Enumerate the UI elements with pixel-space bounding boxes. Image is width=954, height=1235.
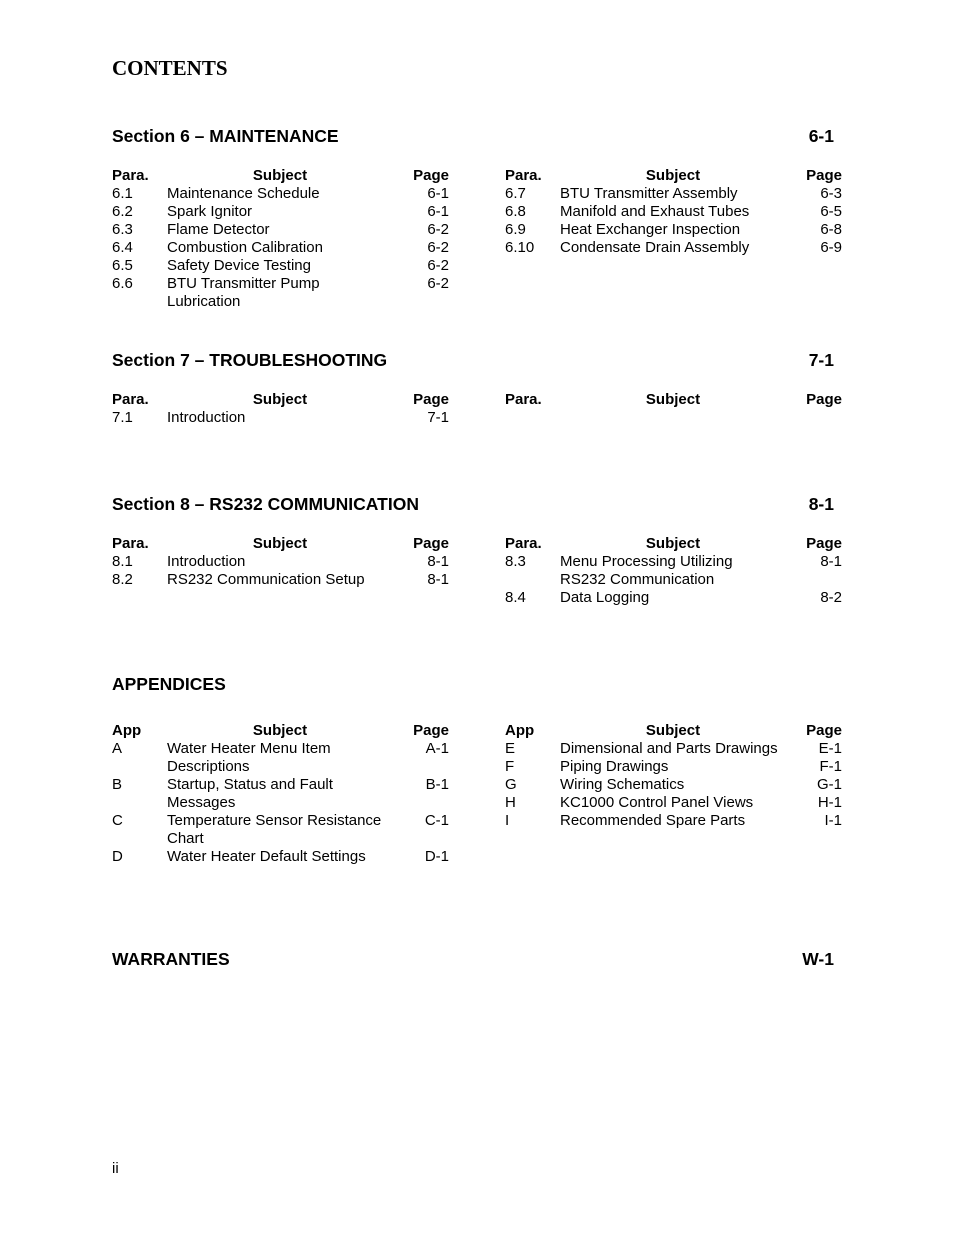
header-subject: Subject [252,535,308,552]
header-subject: Subject [645,167,701,184]
row-para [505,571,560,589]
section-8-title: Section 8 – RS232 COMMUNICATION [112,494,419,514]
appendices-heading [112,674,834,695]
row-page: H-1 [817,794,842,811]
row-subject: Safety Device Testing [167,257,311,274]
row-para [112,794,167,812]
header-page: Page [806,391,842,408]
section-7-page: 7-1 [808,350,834,370]
header-para: App [505,722,535,739]
row-para: 6.3 [112,221,133,238]
table-header [112,391,449,409]
row-para: 6.4 [112,239,133,256]
row-para: 8.1 [112,553,133,570]
table-row [112,740,449,758]
row-subject: Condensate Drain Assembly [560,239,750,256]
row-page: 6-2 [427,257,449,274]
row-subject: Lubrication [167,293,241,310]
table-header [505,167,842,185]
row-page: 6-8 [820,221,842,238]
header-subject: Subject [645,722,701,739]
page-number: ii [112,1160,119,1177]
row-subject: Menu Processing Utilizing [560,553,733,570]
row-para: B [112,776,123,793]
row-page: D-1 [424,848,449,865]
header-subject: Subject [645,391,701,408]
table-row [112,293,449,311]
row-subject: RS232 Communication [560,571,715,588]
table-row [112,257,449,275]
row-subject: Heat Exchanger Inspection [560,221,741,238]
row-subject: KC1000 Control Panel Views [560,794,754,811]
table-row [505,589,842,607]
section-6-page: 6-1 [808,126,834,146]
header-page: Page [413,391,449,408]
table-row [112,830,449,848]
row-para: I [505,812,510,829]
section-7-left-table [112,391,449,427]
table-row [112,571,449,589]
row-page: 6-2 [427,275,449,292]
header-subject: Subject [252,722,308,739]
row-page: 6-3 [820,185,842,202]
table-row [112,794,449,812]
row-subject: RS232 Communication Setup [167,571,365,588]
table-header [505,535,842,553]
table-row [505,185,842,203]
row-para: F [505,758,515,775]
section-6-heading [112,126,834,147]
row-subject: Dimensional and Parts Drawings [560,740,778,757]
row-page: E-1 [818,740,842,757]
row-subject: Startup, Status and Fault [167,776,333,793]
header-page: Page [413,722,449,739]
section-6-right-table [505,167,842,257]
row-page [786,571,842,589]
row-para: 8.2 [112,571,133,588]
row-subject: Data Logging [560,589,650,606]
row-para [112,758,167,776]
table-row [112,553,449,571]
row-page: 6-5 [820,203,842,220]
row-page [393,830,449,848]
header-page: Page [806,167,842,184]
row-subject: Messages [167,794,236,811]
header-page: Page [806,722,842,739]
page-title: CONTENTS [112,56,228,80]
row-subject: Water Heater Menu Item [167,740,331,757]
row-page: 8-2 [820,589,842,606]
table-row [505,794,842,812]
row-page [393,794,449,812]
row-page: 8-1 [427,571,449,588]
row-subject: Descriptions [167,758,250,775]
warranties-page: W-1 [802,949,834,969]
row-page: 6-1 [427,185,449,202]
table-row [112,776,449,794]
row-para: D [112,848,123,865]
row-para: C [112,812,123,829]
header-page: Page [806,535,842,552]
row-para: E [505,740,516,757]
table-row [112,409,449,427]
row-page: 6-2 [427,221,449,238]
row-page: 6-1 [427,203,449,220]
row-page: 8-1 [820,553,842,570]
row-page: 8-1 [427,553,449,570]
section-8-page: 8-1 [808,494,834,514]
section-6-title: Section 6 – MAINTENANCE [112,126,339,146]
table-row [112,221,449,239]
row-para: 8.4 [505,589,526,606]
table-header [505,722,842,740]
table-row [505,740,842,758]
row-page: G-1 [816,776,842,793]
row-subject: Chart [167,830,204,847]
row-subject: BTU Transmitter Assembly [560,185,738,202]
row-subject: Manifold and Exhaust Tubes [560,203,750,220]
row-para: 6.1 [112,185,133,202]
row-para: A [112,740,123,757]
row-page: A-1 [425,740,449,757]
section-6-left-table [112,167,449,311]
header-para: Para. [112,535,149,552]
table-row [112,203,449,221]
table-row [505,239,842,257]
header-para: Para. [505,167,542,184]
table-row [112,185,449,203]
section-8-right-table [505,535,842,607]
row-subject: Combustion Calibration [167,239,323,256]
row-page: 7-1 [427,409,449,426]
table-header [112,535,449,553]
row-para: 6.10 [505,239,535,256]
row-subject: Introduction [167,409,246,426]
header-para: App [112,722,142,739]
table-row [505,758,842,776]
row-subject: Spark Ignitor [167,203,253,220]
table-header [112,167,449,185]
row-subject: Recommended Spare Parts [560,812,746,829]
row-page: 6-2 [427,239,449,256]
row-page [393,758,449,776]
warranties-heading [112,949,834,970]
row-para: H [505,794,516,811]
row-para: 8.3 [505,553,526,570]
row-para: 6.8 [505,203,526,220]
row-para: 7.1 [112,409,133,426]
table-header [505,391,842,409]
header-para: Para. [112,391,149,408]
header-page: Page [413,535,449,552]
table-row [505,203,842,221]
appendices-title: APPENDICES [112,674,226,694]
table-row [505,571,842,589]
row-para [112,293,167,311]
appendices-right-table [505,722,842,830]
table-row [112,239,449,257]
table-row [112,812,449,830]
row-subject: BTU Transmitter Pump [167,275,320,292]
row-para: 6.5 [112,257,133,274]
row-para: 6.2 [112,203,133,220]
table-row [112,848,449,866]
row-page: I-1 [824,812,842,829]
row-subject: Wiring Schematics [560,776,685,793]
row-subject: Maintenance Schedule [167,185,320,202]
row-subject: Flame Detector [167,221,270,238]
row-para: 6.6 [112,275,133,292]
row-para: 6.9 [505,221,526,238]
table-row [112,758,449,776]
header-subject: Subject [252,391,308,408]
table-header [112,722,449,740]
table-row [505,812,842,830]
row-page: C-1 [424,812,449,829]
row-para: G [505,776,517,793]
header-subject: Subject [252,167,308,184]
table-row [505,776,842,794]
table-row [505,553,842,571]
header-para: Para. [505,535,542,552]
row-subject: Introduction [167,553,246,570]
row-subject: Water Heater Default Settings [167,848,366,865]
appendices-left-table [112,722,449,866]
section-7-heading [112,350,834,371]
table-row [112,275,449,293]
header-para: Para. [112,167,149,184]
row-subject: Temperature Sensor Resistance [167,812,382,829]
row-subject: Piping Drawings [560,758,669,775]
header-para: Para. [505,391,542,408]
row-page: 6-9 [820,239,842,256]
warranties-title: WARRANTIES [112,949,230,969]
section-8-left-table [112,535,449,589]
section-8-heading [112,494,834,515]
header-page: Page [413,167,449,184]
row-page: B-1 [425,776,449,793]
section-7-title: Section 7 – TROUBLESHOOTING [112,350,388,370]
section-7-right-table [505,391,842,409]
row-page: F-1 [819,758,842,775]
header-subject: Subject [645,535,701,552]
row-para: 6.7 [505,185,526,202]
row-page [393,293,449,311]
table-row [505,221,842,239]
row-para [112,830,167,848]
